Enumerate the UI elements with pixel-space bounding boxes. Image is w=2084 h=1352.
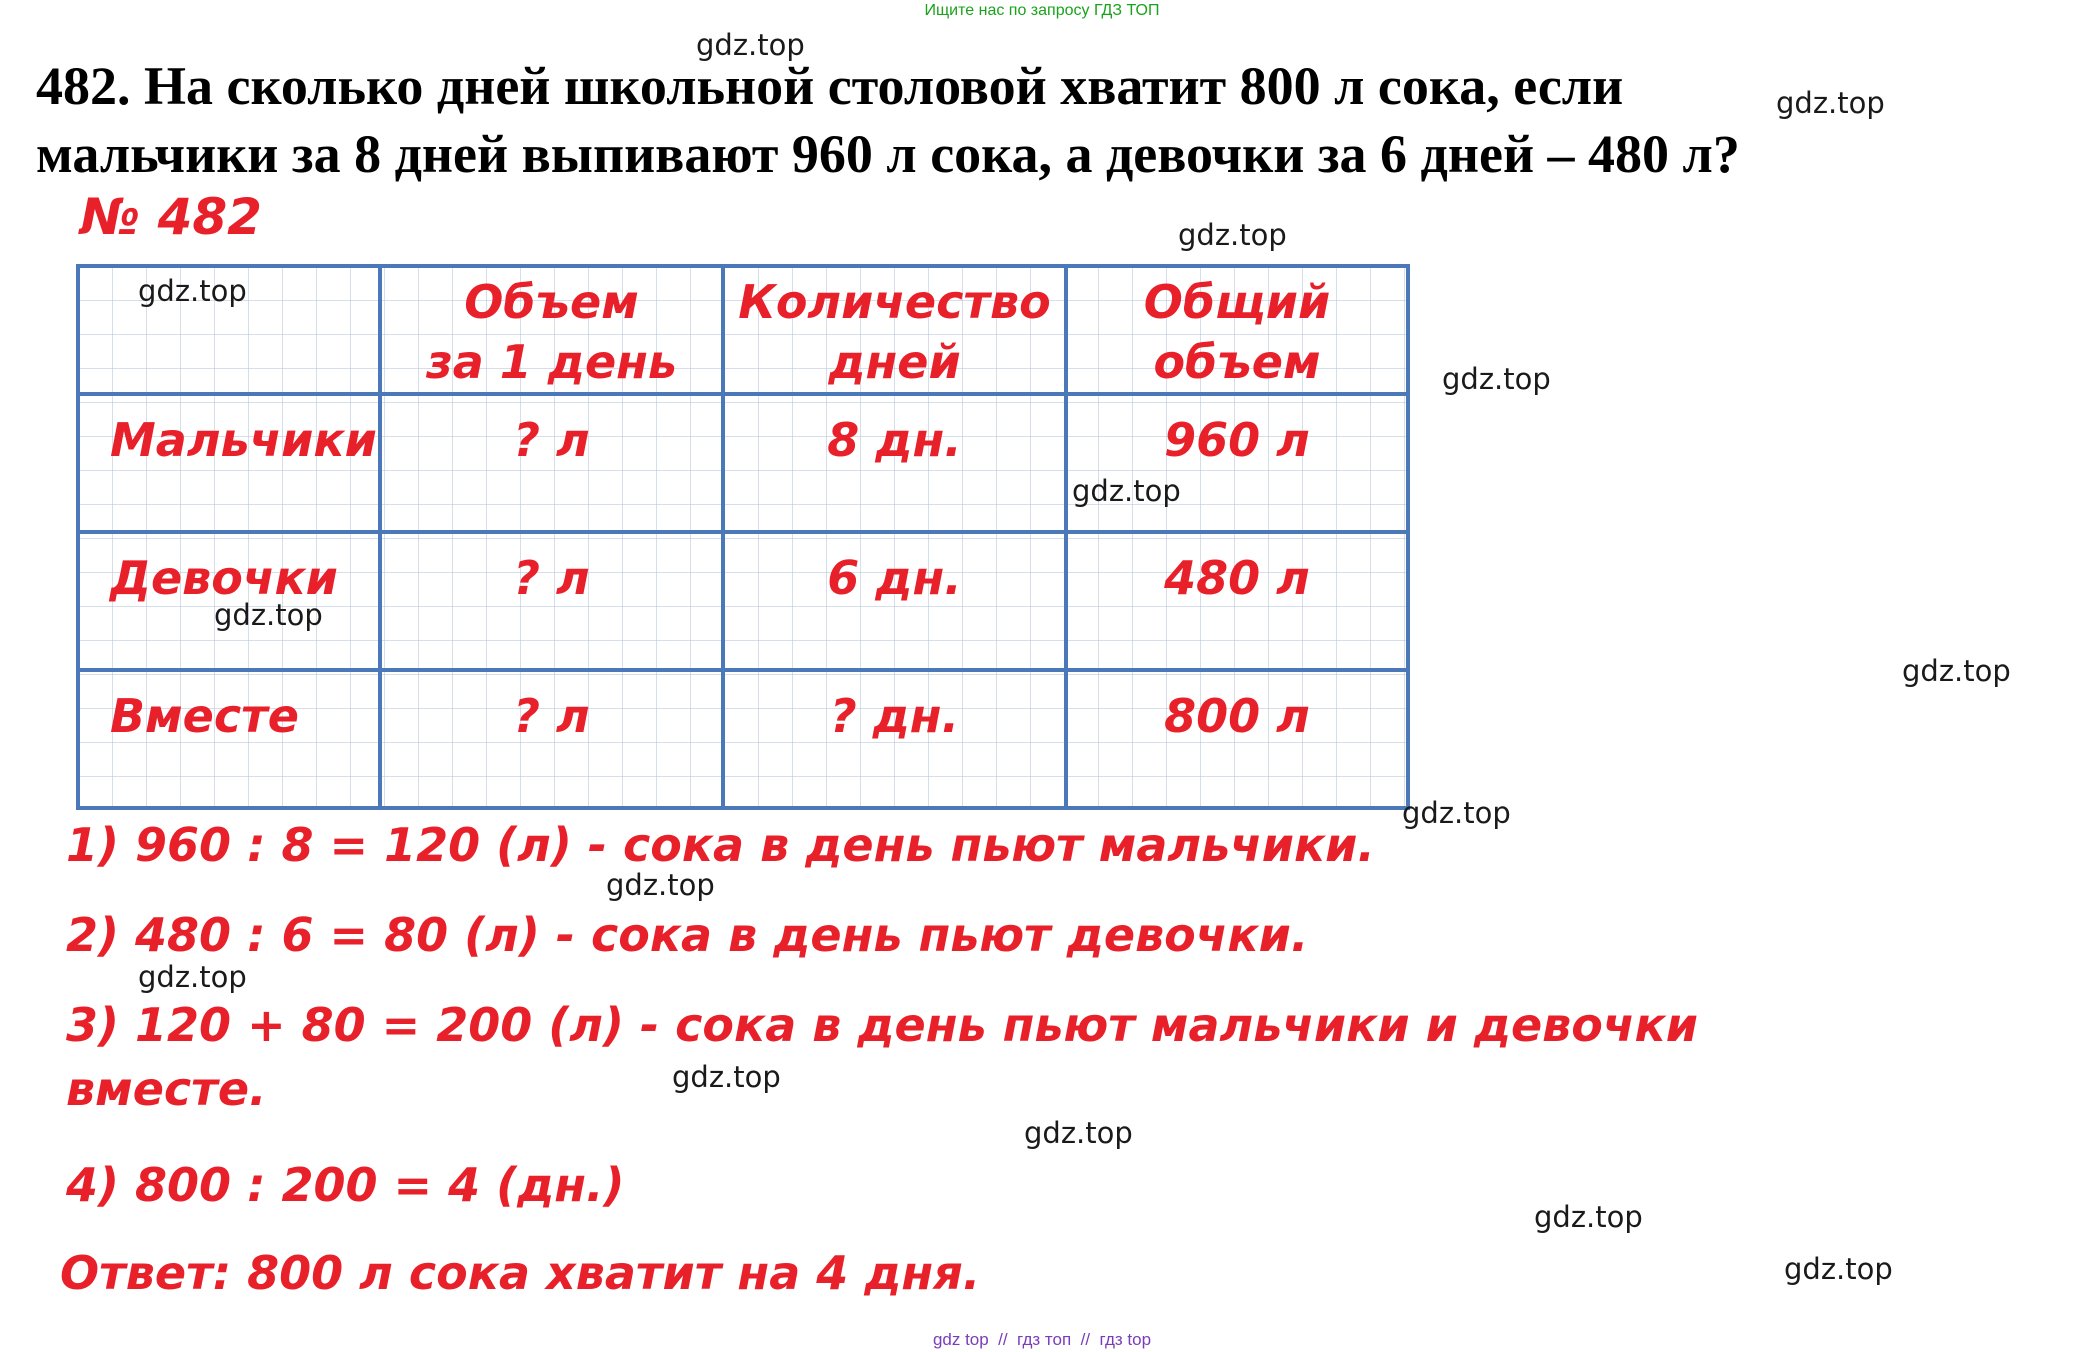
watermark: gdz.top [214, 598, 323, 632]
watermark: gdz.top [138, 960, 247, 994]
watermark: gdz.top [1902, 654, 2011, 688]
table-header-row [78, 266, 1408, 394]
table-cell: 800 л [1066, 670, 1408, 808]
watermark: gdz.top [1784, 1252, 1893, 1286]
problem-line-2: мальчики за 8 дней выпивают 960 л сока, а девочки за 6 дней – 480 л? [36, 124, 1740, 184]
solution-step-2: 2) 480 : 6 = 80 (л) - сока в день пьют девочки. [66, 908, 1309, 962]
header-volume-per-day: Объем за 1 день [380, 266, 723, 394]
answer-line: Ответ: 800 л сока хватит на 4 дня. [60, 1246, 981, 1300]
solution-table [76, 264, 1410, 810]
top-banner: Ищите нас по запросу ГДЗ ТОП [924, 2, 1160, 19]
header-days-count: Количество дней [723, 266, 1066, 394]
table-cell: ? л [380, 532, 723, 670]
solution-title: № 482 [80, 188, 262, 246]
watermark: gdz.top [1776, 86, 1885, 120]
watermark: gdz.top [138, 274, 247, 308]
table-cell: ? л [380, 394, 723, 532]
watermark: gdz.top [672, 1060, 781, 1094]
table-cell: 6 дн. [723, 532, 1066, 670]
row-label-girls: Девочки [78, 532, 380, 670]
solution-step-1: 1) 960 : 8 = 120 (л) - сока в день пьют мальчики. [66, 818, 1375, 872]
watermark: gdz.top [1442, 362, 1551, 396]
watermark: gdz.top [1402, 796, 1511, 830]
problem-statement [36, 52, 1996, 188]
footer-links: gdz top // гдз топ // гдз top [932, 1330, 1152, 1349]
table-row [78, 394, 1408, 532]
solution-step-4: 4) 800 : 200 = 4 (дн.) [66, 1158, 625, 1212]
table-cell: 8 дн. [723, 394, 1066, 532]
table-cell: ? л [380, 670, 723, 808]
watermark: gdz.top [1024, 1116, 1133, 1150]
row-label-together: Вместе [78, 670, 380, 808]
header-total-volume: Общий объем [1066, 266, 1408, 394]
problem-line-1: 482. На сколько дней школьной столовой хватит 800 л сока, если [36, 56, 1624, 116]
table-row [78, 670, 1408, 808]
watermark: gdz.top [696, 28, 805, 62]
table-cell: ? дн. [723, 670, 1066, 808]
watermark: gdz.top [606, 868, 715, 902]
watermark: gdz.top [1178, 218, 1287, 252]
row-label-boys: Мальчики [78, 394, 380, 532]
table-cell: 480 л [1066, 532, 1408, 670]
watermark: gdz.top [1534, 1200, 1643, 1234]
watermark: gdz.top [1072, 474, 1181, 508]
table-cell: 960 л [1066, 394, 1408, 532]
solution-step-3-continued: вместе. [66, 1062, 267, 1116]
solution-step-3: 3) 120 + 80 = 200 (л) - сока в день пьют мальчики и девочки [66, 998, 1698, 1052]
